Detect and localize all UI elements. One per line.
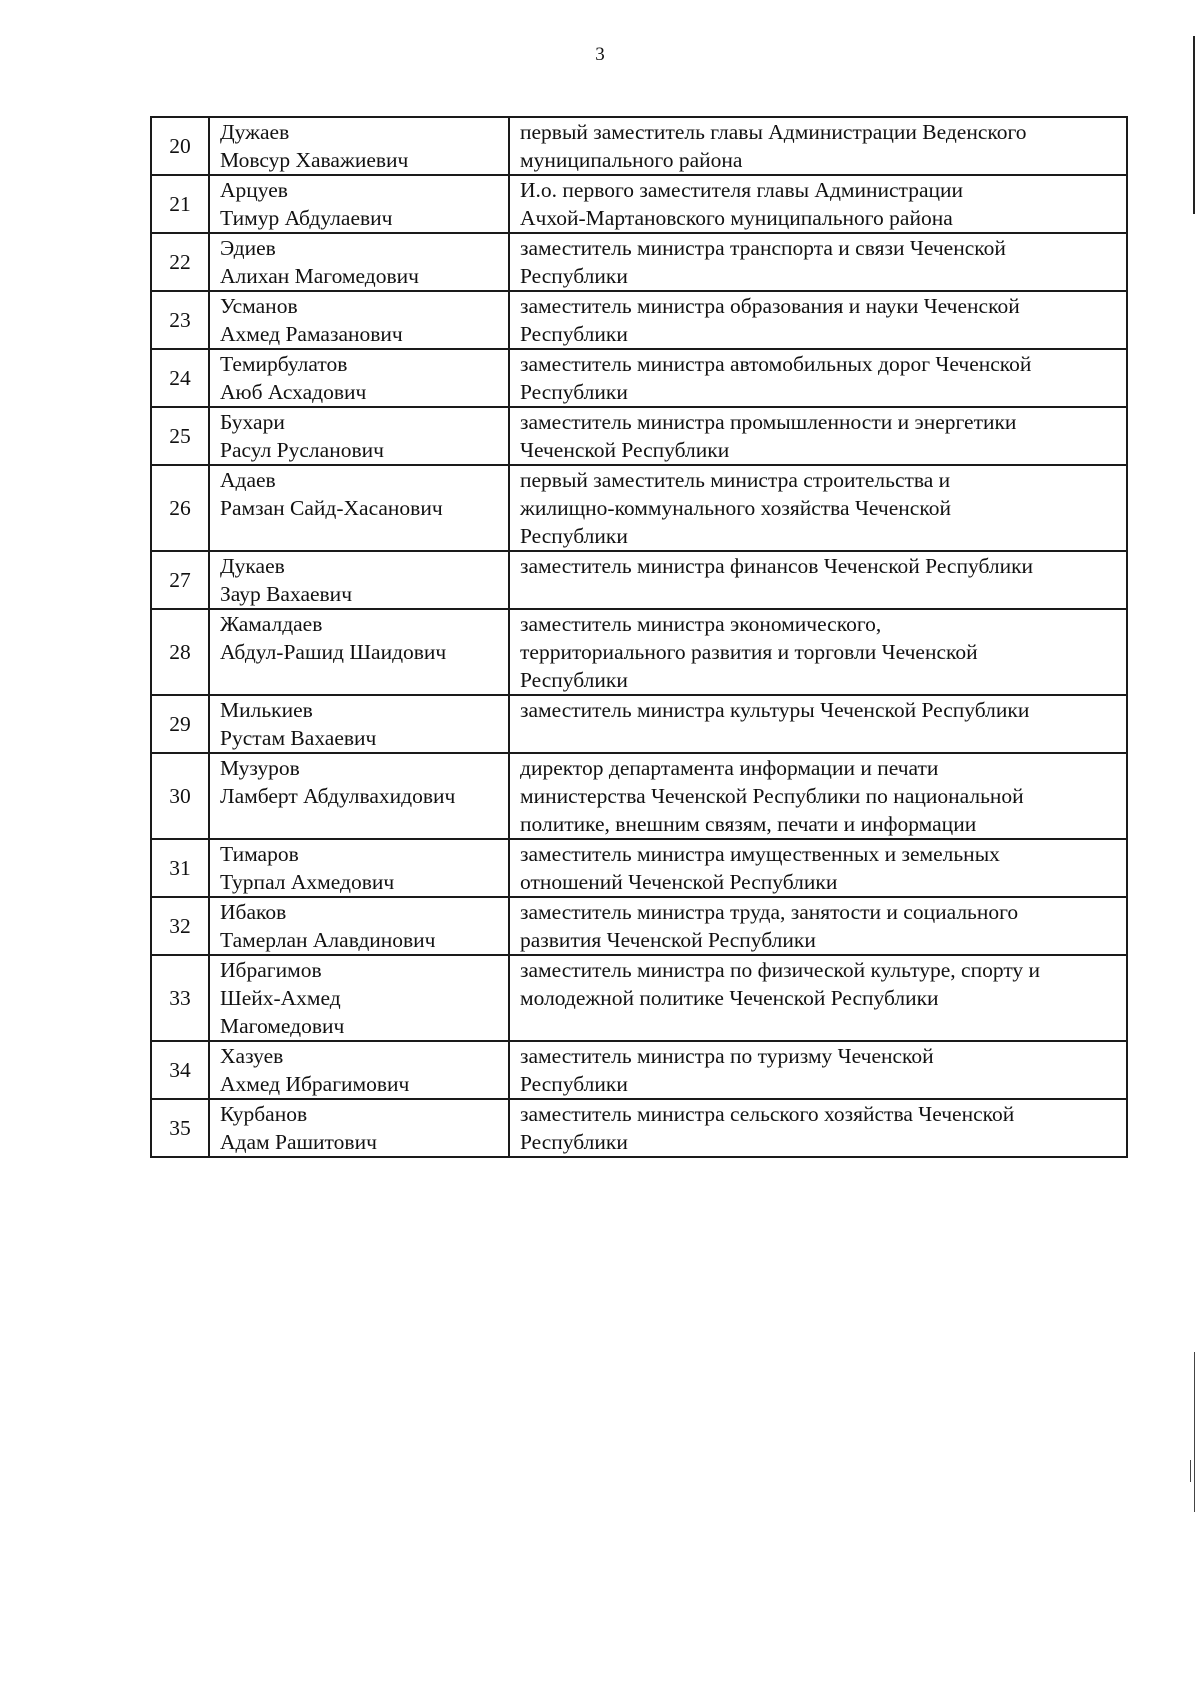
official-name <box>209 955 509 1041</box>
position-line: министерства Чеченской Республики по национальной <box>520 784 1024 808</box>
table-row <box>151 175 1127 233</box>
official-position <box>509 551 1127 609</box>
position-line: политике, внешним связям, печати и информации <box>520 812 977 836</box>
position-line: первый заместитель главы Администрации Веденского <box>520 120 1027 144</box>
row-number: 33 <box>151 955 209 1041</box>
official-position <box>509 117 1127 175</box>
page-number: 3 <box>595 44 605 65</box>
name-line: Милькиев <box>220 698 313 722</box>
official-name <box>209 291 509 349</box>
official-position <box>509 609 1127 695</box>
name-line: Усманов <box>220 294 298 318</box>
table-row <box>151 695 1127 753</box>
position-line: заместитель министра культуры Чеченской Республики <box>520 698 1030 722</box>
position-line: Чеченской Республики <box>520 438 730 462</box>
name-line: Темирбулатов <box>220 352 348 376</box>
position-line: Ачхой-Мартановского муниципального района <box>520 206 953 230</box>
name-line: Расул Русланович <box>220 438 384 462</box>
official-name <box>209 175 509 233</box>
name-line: Алихан Магомедович <box>220 264 419 288</box>
name-line: Турпал Ахмедович <box>220 870 395 894</box>
position-line: заместитель министра труда, занятости и социального <box>520 900 1019 924</box>
position-line: Республики <box>520 668 628 692</box>
name-line: Арцуев <box>220 178 288 202</box>
official-position <box>509 1041 1127 1099</box>
scan-edge-mark <box>1193 36 1195 214</box>
official-position <box>509 291 1127 349</box>
position-line: Республики <box>520 524 628 548</box>
official-name <box>209 465 509 551</box>
name-line: Ибрагимов <box>220 958 322 982</box>
official-position <box>509 465 1127 551</box>
position-line: первый заместитель министра строительства и <box>520 468 951 492</box>
official-position <box>509 695 1127 753</box>
table-body <box>151 117 1127 1157</box>
position-line: заместитель министра по туризму Чеченской <box>520 1044 934 1068</box>
table-row <box>151 839 1127 897</box>
name-line: Абдул-Рашид Шаидович <box>220 640 447 664</box>
table-row <box>151 233 1127 291</box>
row-number: 23 <box>151 291 209 349</box>
row-number: 32 <box>151 897 209 955</box>
official-name <box>209 695 509 753</box>
name-line: Жамалдаев <box>220 612 323 636</box>
name-line: Тимур Абдулаевич <box>220 206 393 230</box>
position-line: заместитель министра сельского хозяйства Чеченской <box>520 1102 1015 1126</box>
official-name <box>209 551 509 609</box>
position-line: заместитель министра по физической культуре, спорту и <box>520 958 1041 982</box>
name-line: Музуров <box>220 756 300 780</box>
name-line: Заур Вахаевич <box>220 582 353 606</box>
name-line: Адаев <box>220 468 276 492</box>
position-line: заместитель министра автомобильных дорог Чеченской <box>520 352 1032 376</box>
row-number: 31 <box>151 839 209 897</box>
position-line: жилищно-коммунального хозяйства Чеченской <box>520 496 951 520</box>
name-line: Тимаров <box>220 842 299 866</box>
official-name <box>209 117 509 175</box>
official-name <box>209 1099 509 1157</box>
name-line: Аюб Асхадович <box>220 380 367 404</box>
table-row <box>151 955 1127 1041</box>
table-row <box>151 349 1127 407</box>
official-name <box>209 349 509 407</box>
scan-edge-mark <box>1190 1460 1191 1482</box>
row-number: 20 <box>151 117 209 175</box>
table-row <box>151 1099 1127 1157</box>
position-line: И.о. первого заместителя главы Администрации <box>520 178 964 202</box>
official-position <box>509 349 1127 407</box>
official-position <box>509 955 1127 1041</box>
name-line: Дужаев <box>220 120 290 144</box>
position-line: развития Чеченской Республики <box>520 928 816 952</box>
row-number: 29 <box>151 695 209 753</box>
row-number: 30 <box>151 753 209 839</box>
name-line: Рустам Вахаевич <box>220 726 377 750</box>
position-line: Республики <box>520 1130 628 1154</box>
officials-table <box>150 116 1128 1158</box>
official-name <box>209 897 509 955</box>
official-name <box>209 407 509 465</box>
name-line: Рамзан Сайд-Хасанович <box>220 496 443 520</box>
name-line: Хазуев <box>220 1044 284 1068</box>
official-name <box>209 839 509 897</box>
position-line: заместитель министра финансов Чеченской Республики <box>520 554 1034 578</box>
name-line: Тамерлан Алавдинович <box>220 928 436 952</box>
name-line: Адам Рашитович <box>220 1130 377 1154</box>
official-name <box>209 609 509 695</box>
position-line: Республики <box>520 322 628 346</box>
table-row <box>151 117 1127 175</box>
position-line: отношений Чеченской Республики <box>520 870 838 894</box>
official-name <box>209 753 509 839</box>
table-row <box>151 465 1127 551</box>
row-number: 27 <box>151 551 209 609</box>
position-line: Республики <box>520 264 628 288</box>
position-line: заместитель министра имущественных и земельных <box>520 842 1000 866</box>
name-line: Эдиев <box>220 236 276 260</box>
scan-edge-mark <box>1194 1352 1195 1512</box>
position-line: муниципального района <box>520 148 743 172</box>
table-row <box>151 291 1127 349</box>
row-number: 35 <box>151 1099 209 1157</box>
table-row <box>151 609 1127 695</box>
position-line: заместитель министра образования и науки Чеченской <box>520 294 1020 318</box>
official-position <box>509 407 1127 465</box>
table-row <box>151 1041 1127 1099</box>
name-line: Ахмед Рамазанович <box>220 322 403 346</box>
name-line: Дукаев <box>220 554 285 578</box>
official-position <box>509 897 1127 955</box>
row-number: 28 <box>151 609 209 695</box>
table-row <box>151 897 1127 955</box>
name-line: Курбанов <box>220 1102 308 1126</box>
row-number: 24 <box>151 349 209 407</box>
official-position <box>509 175 1127 233</box>
row-number: 34 <box>151 1041 209 1099</box>
official-position <box>509 753 1127 839</box>
position-line: молодежной политике Чеченской Республики <box>520 986 939 1010</box>
position-line: Республики <box>520 1072 628 1096</box>
table-row <box>151 407 1127 465</box>
name-line: Шейх-Ахмед <box>220 986 341 1010</box>
position-line: территориального развития и торговли Чеченской <box>520 640 978 664</box>
position-line: заместитель министра экономического, <box>520 612 882 636</box>
row-number: 26 <box>151 465 209 551</box>
row-number: 22 <box>151 233 209 291</box>
position-line: Республики <box>520 380 628 404</box>
position-line: директор департамента информации и печати <box>520 756 939 780</box>
official-position <box>509 1099 1127 1157</box>
row-number: 25 <box>151 407 209 465</box>
name-line: Ламберт Абдулвахидович <box>220 784 456 808</box>
position-line: заместитель министра промышленности и энергетики <box>520 410 1017 434</box>
official-name <box>209 233 509 291</box>
name-line: Ибаков <box>220 900 287 924</box>
name-line: Магомедович <box>220 1014 345 1038</box>
name-line: Ахмед Ибрагимович <box>220 1072 410 1096</box>
position-line: заместитель министра транспорта и связи Чеченской <box>520 236 1006 260</box>
table-row <box>151 551 1127 609</box>
row-number: 21 <box>151 175 209 233</box>
name-line: Мовсур Хаважиевич <box>220 148 409 172</box>
name-line: Бухари <box>220 410 285 434</box>
table-row <box>151 753 1127 839</box>
official-position <box>509 233 1127 291</box>
official-name <box>209 1041 509 1099</box>
official-position <box>509 839 1127 897</box>
